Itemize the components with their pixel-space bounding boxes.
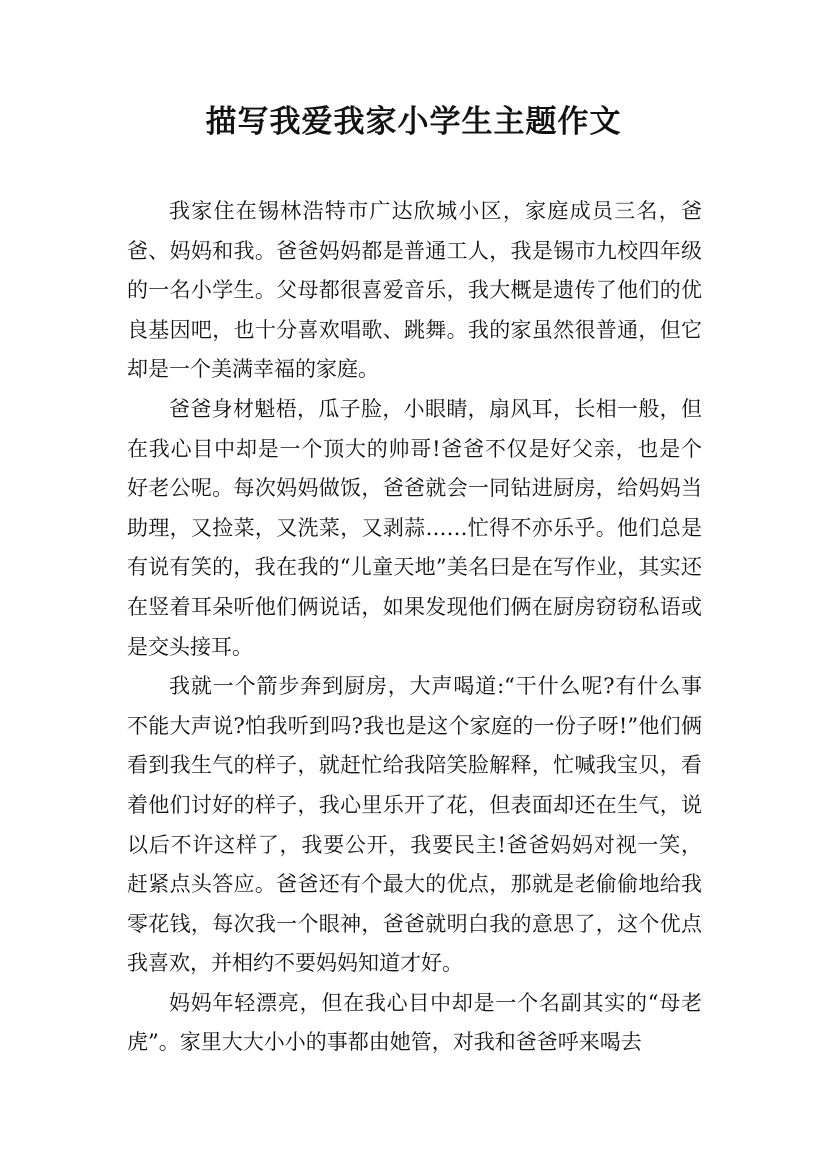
document-title: 描写我爱我家小学生主题作文 — [205, 104, 622, 140]
paragraph-mother: 妈妈年轻漂亮，但在我心目中却是一个名副其实的“母老虎”。家里大大小小的事都由她管，对我和爸爸呼来喝去 — [127, 990, 702, 1055]
document-body — [127, 192, 702, 1063]
paragraph-kitchen: 我就一个箭步奔到厨房，大声喝道:“干什么呢?有什么事不能大声说?怕我听到吗?我也是这个家庭的一份子呀!”他们俩看到我生气的样子，就赶忙给我陪笑脸解释，忙喊我宝贝，看着他们讨好的样子，我心里乐开了花，但表面却还在生气，说以后不许这样了，我要公开，我要民主!爸爸妈妈对视一笑，赶紧点头答应。爸爸还有个最大的优点，那就是老偷偷地给我零花钱，每次我一个眼神，爸爸就明白我的意思了，这个优点我喜欢，并相约不要妈妈知道才好。 — [127, 674, 702, 976]
paragraph-family-intro: 我家住在锡林浩特市广达欣城小区，家庭成员三名，爸爸、妈妈和我。爸爸妈妈都是普通工人，我是锡市九校四年级的一名小学生。父母都很喜爱音乐，我大概是遗传了他们的优良基因吧，也十分喜欢唱歌、跳舞。我的家虽然很普通，但它却是一个美满幸福的家庭。 — [127, 199, 702, 382]
paragraph-father: 爸爸身材魁梧，瓜子脸，小眼睛，扇风耳，长相一般，但在我心目中却是一个顶大的帅哥!爸爸不仅是好父亲，也是个好老公呢。每次妈妈做饭，爸爸就会一同钻进厨房，给妈妈当助理，又捡菜，又洗菜，又剥蒜……忙得不亦乐乎。他们总是有说有笑的，我在我的“儿童天地”美名曰是在写作业，其实还在竖着耳朵听他们俩说话，如果发现他们俩在厨房窃窃私语或是交头接耳。 — [127, 396, 702, 659]
